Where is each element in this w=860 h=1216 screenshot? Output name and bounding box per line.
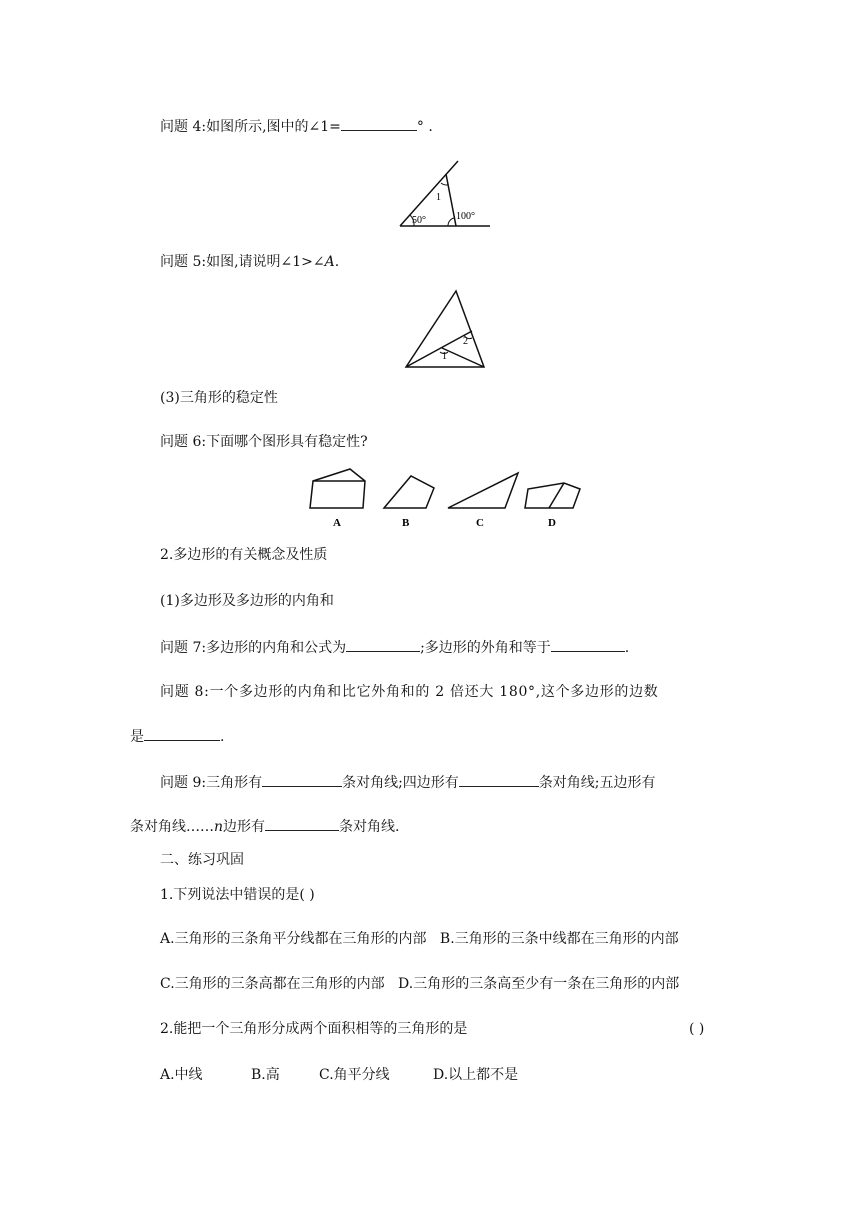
option-a: A.三角形的三条角平分线都在三角形的内部	[160, 931, 427, 947]
option-label: A	[333, 517, 341, 529]
figure-c	[448, 473, 518, 508]
option-d: D.三角形的三条高至少有一条在三角形的内部	[398, 976, 680, 992]
figure-d	[525, 483, 580, 508]
practice-q1-options-cd	[160, 975, 679, 993]
option-label: B	[402, 517, 410, 529]
option-b: B.三角形的三条中线都在三角形的内部	[439, 931, 679, 947]
practice-q2-option-a: A.中线	[160, 1067, 203, 1083]
q6-text: 问题 6:下面哪个图形具有稳定性?	[160, 434, 368, 450]
q9-text-cont: 条对角线……n边形有 条对角线.	[130, 819, 400, 835]
practice-q2-stem: 2.能把一个三角形分成两个面积相等的三角形的是	[160, 1021, 468, 1037]
practice-q1-stem: 1.下列说法中错误的是( )	[160, 887, 315, 903]
q4-figure	[390, 156, 496, 232]
svg-text:50°: 50°	[412, 215, 426, 226]
answer-blank	[459, 773, 539, 787]
answer-blank	[341, 117, 417, 131]
answer-blank	[346, 638, 420, 652]
q5-figure	[400, 286, 490, 370]
option-label: C	[476, 517, 484, 529]
q9-text: 问题 9:三角形有 条对角线;四边形有 条对角线;五边形有	[160, 775, 656, 791]
q8-text-cont: 是 .	[130, 729, 225, 745]
svg-text:1: 1	[436, 192, 441, 203]
svg-text:2: 2	[463, 336, 468, 347]
q4-text: 问题 4:如图所示,图中的∠1= ° .	[160, 119, 433, 135]
q6-figures	[300, 464, 590, 534]
practice-q2-option-c: C.角平分线	[319, 1067, 390, 1083]
practice-q1-options-ab	[160, 930, 679, 948]
option-c: C.三角形的三条高都在三角形的内部	[160, 976, 385, 992]
answer-blank	[265, 817, 339, 831]
practice-q2-paren: ( )	[689, 1021, 705, 1037]
practice-title: 二、练习巩固	[160, 852, 244, 868]
q7-text: 问题 7:多边形的内角和公式为 ;多边形的外角和等于 .	[160, 640, 630, 656]
practice-q2-option-d: D.以上都不是	[433, 1067, 519, 1083]
section-title: 2.多边形的有关概念及性质	[160, 547, 328, 563]
answer-blank	[262, 773, 342, 787]
svg-text:1: 1	[442, 351, 447, 362]
figure-b	[384, 476, 434, 508]
section-title: (3)三角形的稳定性	[160, 390, 278, 406]
option-label: D	[548, 517, 556, 529]
answer-blank	[551, 638, 625, 652]
q8-text: 问题 8:一个多边形的内角和比它外角和的 2 倍还大 180°,这个多边形的边数	[160, 684, 659, 700]
figure-a	[310, 469, 365, 508]
practice-q2-option-b: B.高	[251, 1067, 280, 1083]
answer-blank	[144, 727, 220, 741]
q5-text: 问题 5:如图,请说明∠1>∠A.	[160, 254, 340, 270]
svg-text:100°: 100°	[456, 211, 475, 222]
section-subtitle: (1)多边形及多边形的内角和	[160, 593, 334, 609]
